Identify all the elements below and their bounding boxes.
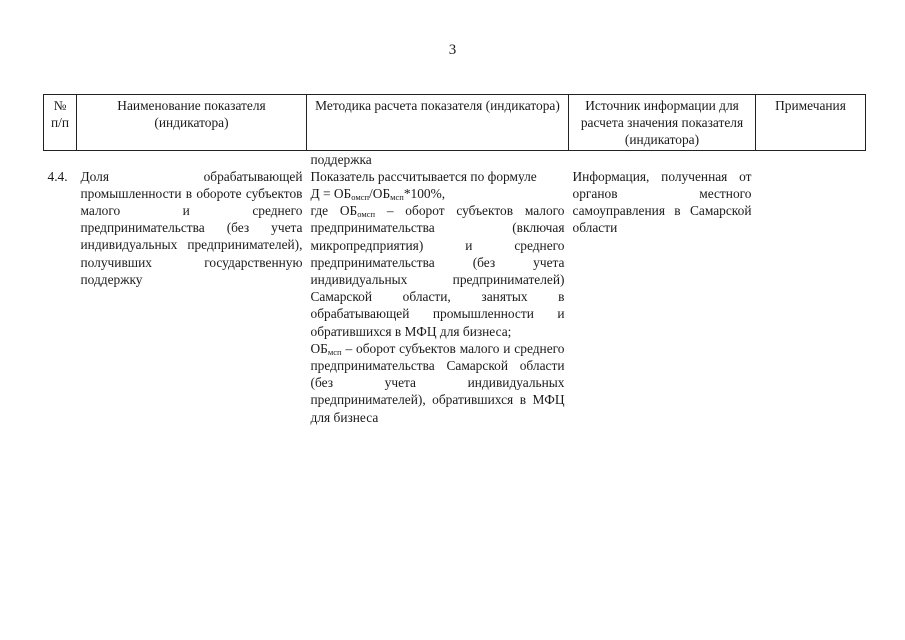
indicator-table — [43, 94, 866, 426]
row-number: 4.4. — [47, 168, 68, 184]
carryover-text: поддержка — [310, 151, 372, 167]
notes-cell — [756, 150, 866, 426]
header-name: Наименование показателя (индикатора) — [77, 95, 307, 151]
method-intro: Показатель рассчитывается по формуле — [310, 168, 537, 184]
header-num: № п/п — [44, 95, 77, 151]
method-formula: $Д = ОБ_{омсп}/ОБ_{мсп}*100\%$, — [310, 186, 446, 203]
page-number: 3 — [448, 42, 457, 58]
method-definition-1: где $ОБ_{омсп}$ – оборот субъектов малого предпринимательства (включая микропредприятия) и среднего предпринимательства (без учета индивидуальных предпринимателей) Самарской области, занятых в обрабатывающей промышленности и обратившихся в МФЦ для бизнеса; — [310, 203, 565, 339]
table-header-row — [44, 95, 866, 151]
header-method: Методика расчета показателя (индикатора) — [307, 95, 569, 151]
table-row — [44, 150, 866, 426]
info-source: Информация, полученная от органов местного самоуправления в Самарской области — [572, 168, 752, 236]
indicator-name: Доля обрабатывающей промышленности в обороте субъектов малого и среднего предпринимательства (без учета индивидуальных предпринимателей), получивших государственную поддержку — [80, 168, 303, 287]
header-source: Источник информации для расчета значения показателя (индикатора) — [569, 95, 756, 151]
method-definition-2: $ОБ_{мсп}$ – оборот субъектов малого и среднего предпринимательства Самарской области (без учета индивидуальных предпринимателей), обратившихся в МФЦ для бизнеса — [310, 340, 565, 425]
method-cell — [307, 150, 569, 426]
header-notes: Примечания — [756, 95, 866, 151]
